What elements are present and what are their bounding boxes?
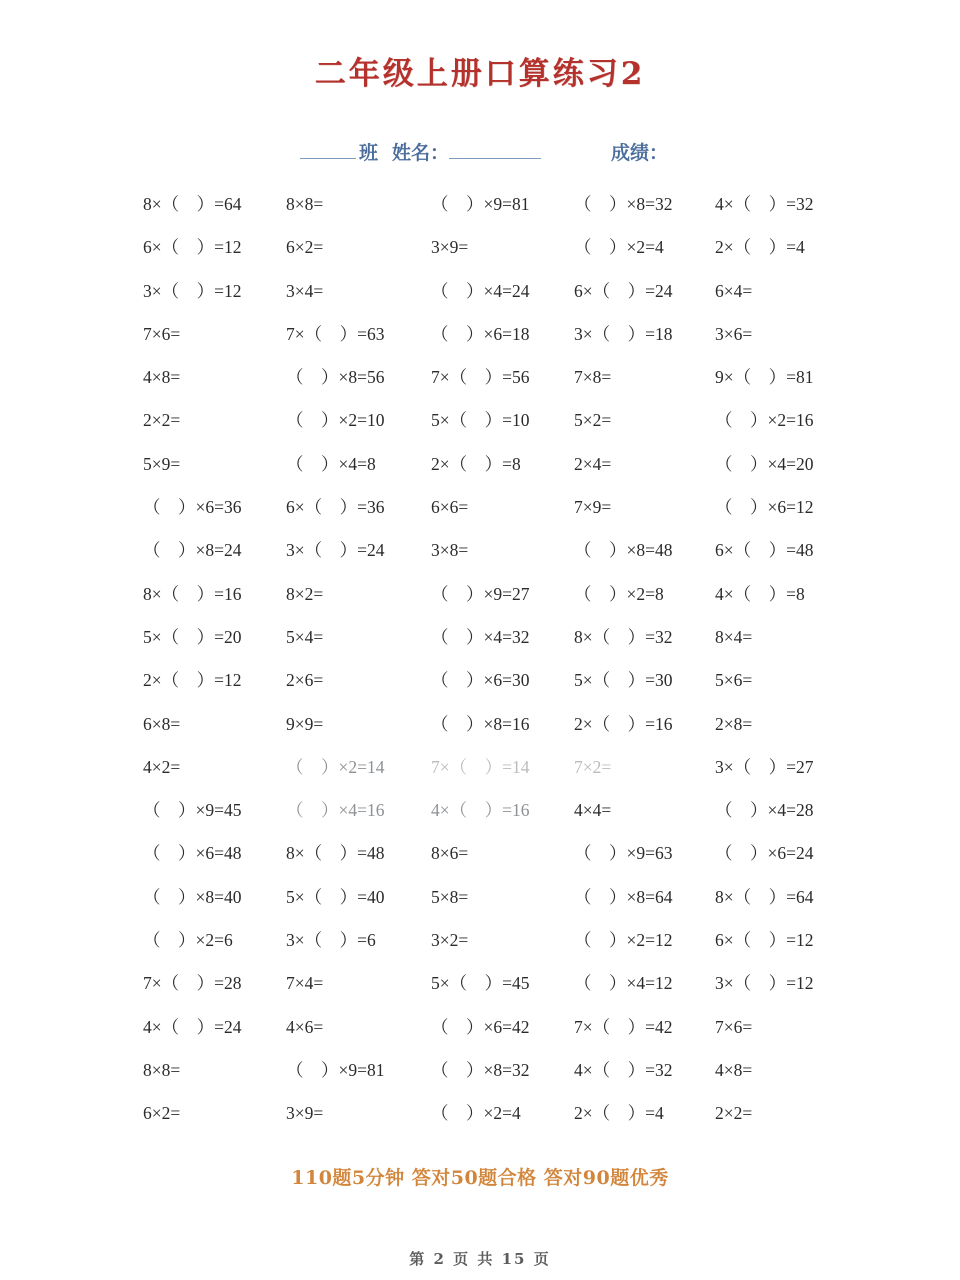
- problem-cell[interactable]: 3×9=: [431, 237, 469, 258]
- problem-cell[interactable]: 5×（ ）=45: [431, 973, 530, 994]
- problem-cell[interactable]: （ ）×4=20: [715, 453, 814, 474]
- problem-cell[interactable]: 6×6=: [431, 497, 469, 518]
- scoring-note: 110题5分钟 答对50题合格 答对90题优秀: [291, 1167, 669, 1189]
- problem-cell[interactable]: （ ）×2=12: [574, 930, 673, 951]
- problem-cell[interactable]: 4×2=: [143, 756, 181, 777]
- problem-row: [140, 1016, 840, 1059]
- problem-cell[interactable]: （ ）×8=40: [143, 886, 242, 907]
- problem-cell[interactable]: 7×6=: [715, 1016, 753, 1037]
- problem-cell[interactable]: （ ）×4=16: [286, 800, 385, 821]
- problem-cell[interactable]: （ ）×6=24: [715, 843, 814, 864]
- problem-cell[interactable]: 6×（ ）=12: [715, 930, 814, 951]
- problem-cell[interactable]: 8×4=: [715, 626, 753, 647]
- problem-cell[interactable]: （ ）×2=10: [286, 410, 385, 431]
- problem-cell[interactable]: 5×9=: [143, 453, 181, 474]
- problem-cell[interactable]: 3×（ ）=12: [715, 973, 814, 994]
- problem-cell[interactable]: 2×（ ）=8: [431, 453, 521, 474]
- problem-cell[interactable]: 6×（ ）=12: [143, 237, 242, 258]
- problem-row: [140, 409, 840, 452]
- problem-cell[interactable]: 2×6=: [286, 670, 324, 691]
- problem-cell[interactable]: 7×9=: [574, 497, 612, 518]
- problem-cell[interactable]: 7×（ ）=14: [431, 756, 530, 777]
- problem-cell[interactable]: （ ）×2=14: [286, 756, 385, 777]
- problem-cell[interactable]: 5×（ ）=10: [431, 410, 530, 431]
- problem-cell[interactable]: （ ）×2=8: [574, 583, 664, 604]
- problem-cell[interactable]: （ ）×2=6: [143, 930, 233, 951]
- problem-cell[interactable]: （ ）×2=16: [715, 410, 814, 431]
- problem-cell[interactable]: 5×（ ）=20: [143, 626, 242, 647]
- problem-cell[interactable]: 2×（ ）=16: [574, 713, 673, 734]
- class-label: 班: [359, 142, 379, 164]
- problem-row: [140, 539, 840, 582]
- problem-cell[interactable]: 4×4=: [574, 800, 612, 821]
- name-blank[interactable]: [449, 141, 541, 159]
- problem-cell[interactable]: （ ）×4=24: [431, 280, 530, 301]
- problem-cell[interactable]: 3×（ ）=27: [715, 756, 814, 777]
- problem-cell[interactable]: 4×（ ）=32: [715, 194, 814, 214]
- problem-cell[interactable]: （ ）×2=4: [431, 1103, 521, 1124]
- problem-cell[interactable]: 5×（ ）=40: [286, 886, 385, 907]
- problem-cell[interactable]: 2×8=: [715, 713, 753, 734]
- problem-row: [140, 799, 840, 842]
- problem-row: [140, 842, 840, 885]
- problem-cell[interactable]: 5×2=: [574, 410, 612, 431]
- problem-cell[interactable]: （ ）×8=24: [143, 540, 242, 561]
- problem-row: [140, 193, 840, 236]
- problem-cell[interactable]: （ ）×9=45: [143, 800, 242, 821]
- problem-cell[interactable]: 8×（ ）=64: [143, 194, 242, 214]
- problem-cell[interactable]: 7×（ ）=63: [286, 323, 385, 344]
- problem-row: [140, 496, 840, 539]
- problem-cell[interactable]: 6×4=: [715, 280, 753, 301]
- problem-cell[interactable]: 8×8=: [143, 1059, 181, 1080]
- problem-cell[interactable]: 8×6=: [431, 843, 469, 864]
- problem-cell[interactable]: （ ）×9=27: [431, 583, 530, 604]
- problem-cell[interactable]: （ ）×6=30: [431, 670, 530, 691]
- problem-row: [140, 583, 840, 626]
- problem-cell[interactable]: （ ）×6=12: [715, 497, 814, 518]
- problem-cell[interactable]: （ ）×8=48: [574, 540, 673, 561]
- problem-cell[interactable]: 6×（ ）=36: [286, 497, 385, 518]
- problem-cell[interactable]: 3×8=: [431, 540, 469, 561]
- problem-cell[interactable]: 6×（ ）=24: [574, 280, 673, 301]
- problem-cell[interactable]: 2×2=: [143, 410, 181, 431]
- problem-cell[interactable]: 2×（ ）=12: [143, 670, 242, 691]
- problem-cell[interactable]: （ ）×4=12: [574, 973, 673, 994]
- problem-cell[interactable]: 6×2=: [143, 1103, 181, 1124]
- problem-cell[interactable]: （ ）×4=28: [715, 800, 814, 821]
- student-info-line: [0, 138, 960, 168]
- problem-grid: [140, 193, 840, 1146]
- problem-row: [140, 756, 840, 799]
- problem-row: [140, 453, 840, 496]
- problem-cell[interactable]: 6×2=: [286, 237, 324, 258]
- problem-cell[interactable]: 3×（ ）=24: [286, 540, 385, 561]
- problem-cell[interactable]: （ ）×9=81: [286, 1059, 385, 1080]
- page-number: 第 2 页 共 15 页: [409, 1250, 551, 1268]
- problem-row: [140, 323, 840, 366]
- problem-cell[interactable]: 2×4=: [574, 453, 612, 474]
- problem-cell[interactable]: （ ）×6=18: [431, 323, 530, 344]
- problem-row: [140, 280, 840, 323]
- problem-cell[interactable]: 8×2=: [286, 583, 324, 604]
- problem-cell[interactable]: 7×2=: [574, 756, 612, 777]
- problem-cell[interactable]: 4×（ ）=32: [574, 1059, 673, 1080]
- problem-cell[interactable]: 8×8=: [286, 194, 324, 214]
- problem-cell[interactable]: （ ）×8=32: [431, 1059, 530, 1080]
- problem-cell[interactable]: 8×（ ）=48: [286, 843, 385, 864]
- problem-cell[interactable]: 4×8=: [143, 367, 181, 388]
- page-title: 二年级上册口算练习2: [314, 56, 646, 92]
- problem-cell[interactable]: （ ）×4=8: [286, 453, 376, 474]
- problem-cell[interactable]: （ ）×6=42: [431, 1016, 530, 1037]
- problem-row: [140, 1102, 840, 1145]
- problem-row: [140, 713, 840, 756]
- problem-cell[interactable]: （ ）×4=32: [431, 626, 530, 647]
- problem-cell[interactable]: （ ）×2=4: [574, 237, 664, 258]
- problem-cell[interactable]: 9×（ ）=81: [715, 367, 814, 388]
- problem-cell[interactable]: 8×（ ）=32: [574, 626, 673, 647]
- problem-row: [140, 366, 840, 409]
- problem-cell[interactable]: 7×4=: [286, 973, 324, 994]
- class-blank[interactable]: [300, 141, 356, 159]
- problem-cell[interactable]: 2×（ ）=4: [574, 1103, 664, 1124]
- problem-row: [140, 626, 840, 669]
- problem-cell[interactable]: 8×（ ）=64: [715, 886, 814, 907]
- problem-cell[interactable]: 3×（ ）=18: [574, 323, 673, 344]
- problem-cell[interactable]: 3×（ ）=6: [286, 930, 376, 951]
- problem-cell[interactable]: 3×6=: [715, 323, 753, 344]
- problem-cell[interactable]: （ ）×9=63: [574, 843, 673, 864]
- problem-cell[interactable]: （ ）×8=64: [574, 886, 673, 907]
- problem-row: [140, 1059, 840, 1102]
- problem-cell[interactable]: （ ）×8=56: [286, 367, 385, 388]
- problem-cell[interactable]: （ ）×6=36: [143, 497, 242, 518]
- name-label: 姓名：: [392, 142, 450, 164]
- problem-cell[interactable]: 7×8=: [574, 367, 612, 388]
- problem-cell[interactable]: 9×9=: [286, 713, 324, 734]
- problem-cell[interactable]: 5×8=: [431, 886, 469, 907]
- problem-cell[interactable]: 6×（ ）=48: [715, 540, 814, 561]
- problem-cell[interactable]: 4×8=: [715, 1059, 753, 1080]
- problem-row: [140, 236, 840, 279]
- problem-cell[interactable]: 4×（ ）=16: [431, 800, 530, 821]
- problem-cell[interactable]: （ ）×9=81: [431, 194, 530, 214]
- problem-cell[interactable]: （ ）×8=16: [431, 713, 530, 734]
- problem-cell[interactable]: 2×（ ）=4: [715, 237, 805, 258]
- problem-cell[interactable]: 3×9=: [286, 1103, 324, 1124]
- problem-cell[interactable]: 3×2=: [431, 930, 469, 951]
- problem-cell[interactable]: 5×6=: [715, 670, 753, 691]
- problem-cell[interactable]: 4×（ ）=24: [143, 1016, 242, 1037]
- problem-cell[interactable]: 3×（ ）=12: [143, 280, 242, 301]
- problem-cell[interactable]: 7×6=: [143, 323, 181, 344]
- problem-row: [140, 929, 840, 972]
- problem-row: [140, 669, 840, 712]
- problem-cell[interactable]: 4×（ ）=8: [715, 583, 805, 604]
- problem-row: [140, 886, 840, 929]
- problem-cell[interactable]: （ ）×8=32: [574, 194, 673, 214]
- problem-cell[interactable]: 8×（ ）=16: [143, 583, 242, 604]
- problem-cell[interactable]: 7×（ ）=56: [431, 367, 530, 388]
- problem-cell[interactable]: 2×2=: [715, 1103, 753, 1124]
- problem-cell[interactable]: 5×（ ）=30: [574, 670, 673, 691]
- problem-cell[interactable]: 3×4=: [286, 280, 324, 301]
- problem-cell[interactable]: 6×8=: [143, 713, 181, 734]
- problem-row: [140, 972, 840, 1015]
- score-label: 成绩：: [611, 142, 669, 164]
- problem-cell[interactable]: （ ）×6=48: [143, 843, 242, 864]
- problem-cell[interactable]: 7×（ ）=28: [143, 973, 242, 994]
- problem-cell[interactable]: 4×6=: [286, 1016, 324, 1037]
- problem-cell[interactable]: 5×4=: [286, 626, 324, 647]
- problem-cell[interactable]: 7×（ ）=42: [574, 1016, 673, 1037]
